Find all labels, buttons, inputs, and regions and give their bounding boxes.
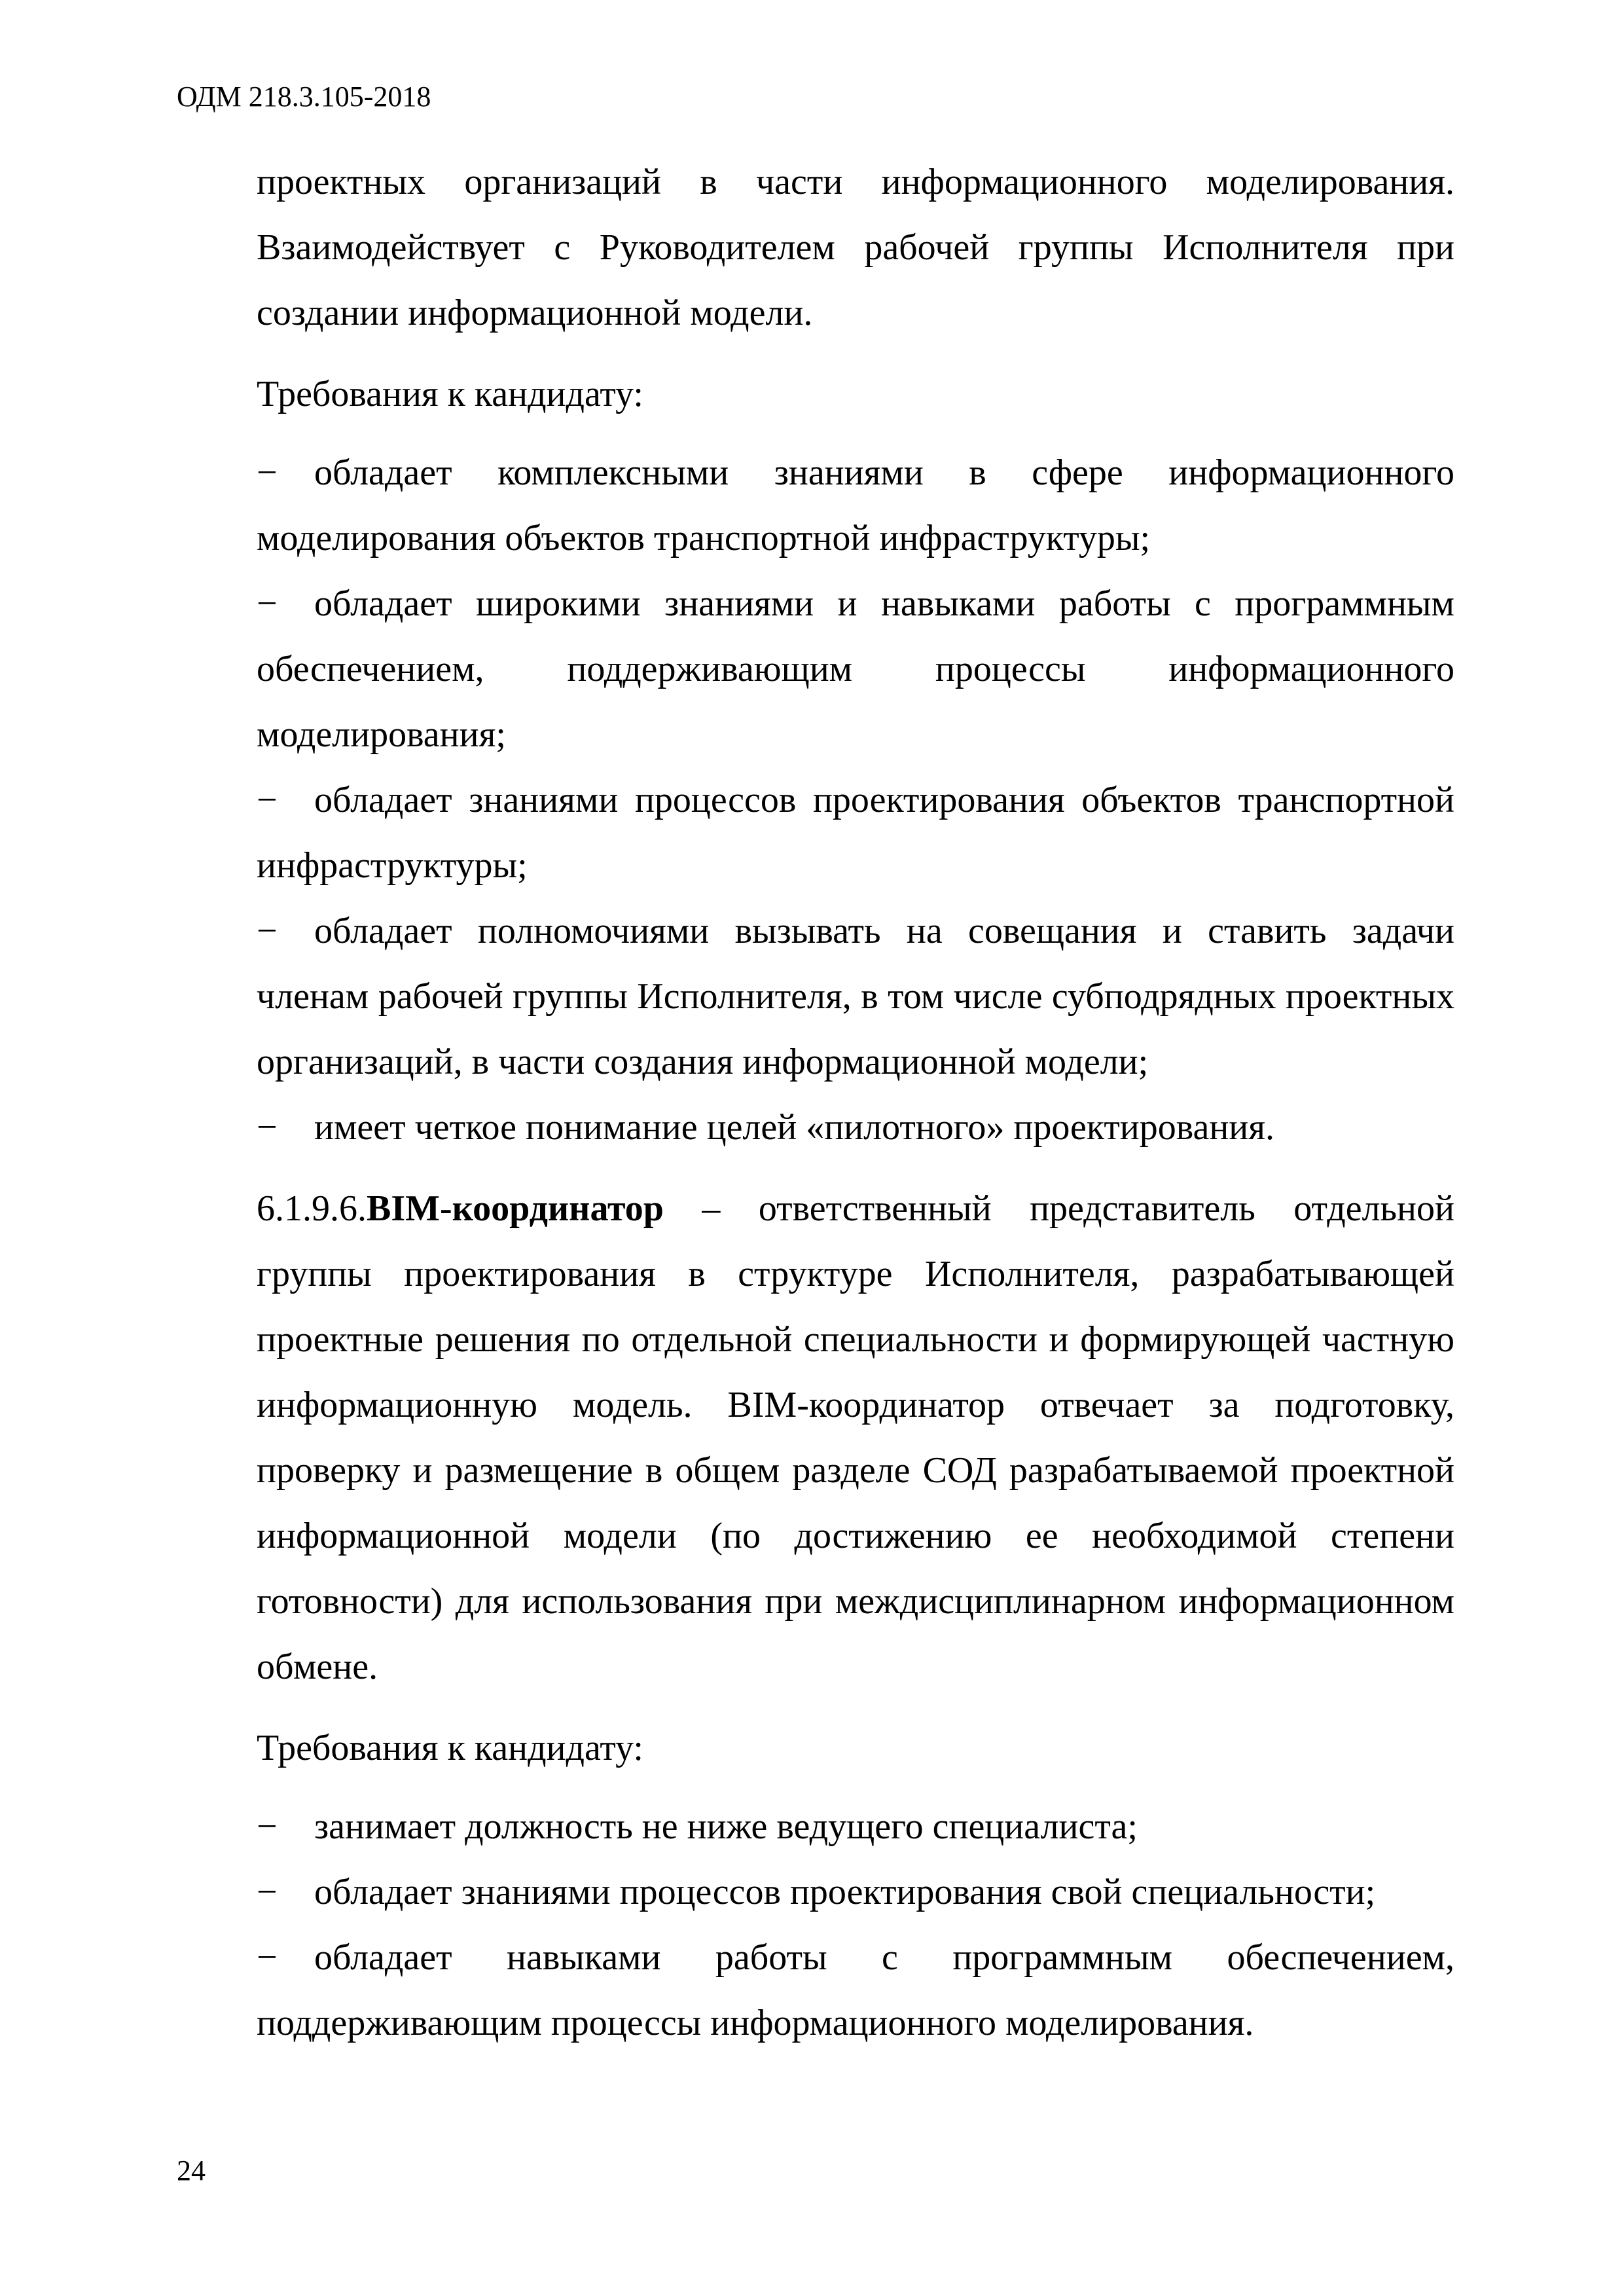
dash-marker: − bbox=[257, 1806, 278, 1847]
requirements-list-2 bbox=[257, 1794, 1454, 2056]
list-item: − обладает полномочиями вызывать на совещания и ставить задачи членам рабочей группы Исполнителя, в том числе субподрядных проектных организаций, в части создания информационной модели; bbox=[257, 898, 1454, 1095]
dash-marker: − bbox=[257, 1872, 278, 1912]
dash-marker: − bbox=[257, 780, 278, 820]
dash-marker: − bbox=[257, 452, 278, 493]
dash-marker: − bbox=[257, 583, 278, 624]
dash-marker: − bbox=[257, 1107, 278, 1148]
list-item: − занимает должность не ниже ведущего специалиста; bbox=[257, 1794, 1454, 1859]
section-term: BIM-координатор bbox=[367, 1188, 664, 1229]
requirements-title-1: Требования к кандидату: bbox=[257, 374, 643, 414]
section-text: – ответственный представитель отдельной группы проектирования в структуре Исполнителя, разрабатывающей проектные решения по отдельной специальности и формирующей частную информационную модель. BIM-координатор отвечает за подготовку, проверку и размещение в общем разделе СОД разрабатываемой проектной информационной модели (по достижению ее необходимой степени готовности) для использования при междисциплинарном информационном обмене. bbox=[257, 1188, 1454, 1687]
list-item: − обладает навыками работы с программным обеспечением, поддерживающим процессы информационного моделирования. bbox=[257, 1925, 1454, 2056]
dash-marker: − bbox=[257, 1937, 278, 1978]
list-item: − обладает комплексными знаниями в сфере информационного моделирования объектов транспортной инфраструктуры; bbox=[257, 440, 1454, 571]
list-item: − обладает знаниями процессов проектирования объектов транспортной инфраструктуры; bbox=[257, 767, 1454, 898]
list-item: − имеет четкое понимание целей «пилотного» проектирования. bbox=[257, 1095, 1454, 1160]
section-number: 6.1.9.6. bbox=[257, 1188, 367, 1229]
list-item: − обладает широкими знаниями и навыками работы с программным обеспечением, поддерживающим процессы информационного моделирования; bbox=[257, 571, 1454, 767]
requirements-title-2: Требования к кандидату: bbox=[257, 1728, 643, 1768]
document-code-header: ОДМ 218.3.105-2018 bbox=[177, 81, 431, 113]
intro-paragraph: проектных организаций в части информационного моделирования. Взаимодействует с Руководителем рабочей группы Исполнителя при создании информационной модели. bbox=[257, 162, 1454, 333]
section-paragraph bbox=[257, 1176, 1454, 1700]
list-item: − обладает знаниями процессов проектирования свой специальности; bbox=[257, 1859, 1454, 1925]
page-body bbox=[257, 149, 1454, 2056]
dash-marker: − bbox=[257, 911, 278, 951]
page-number: 24 bbox=[177, 2155, 206, 2187]
requirements-list-1 bbox=[257, 440, 1454, 1160]
